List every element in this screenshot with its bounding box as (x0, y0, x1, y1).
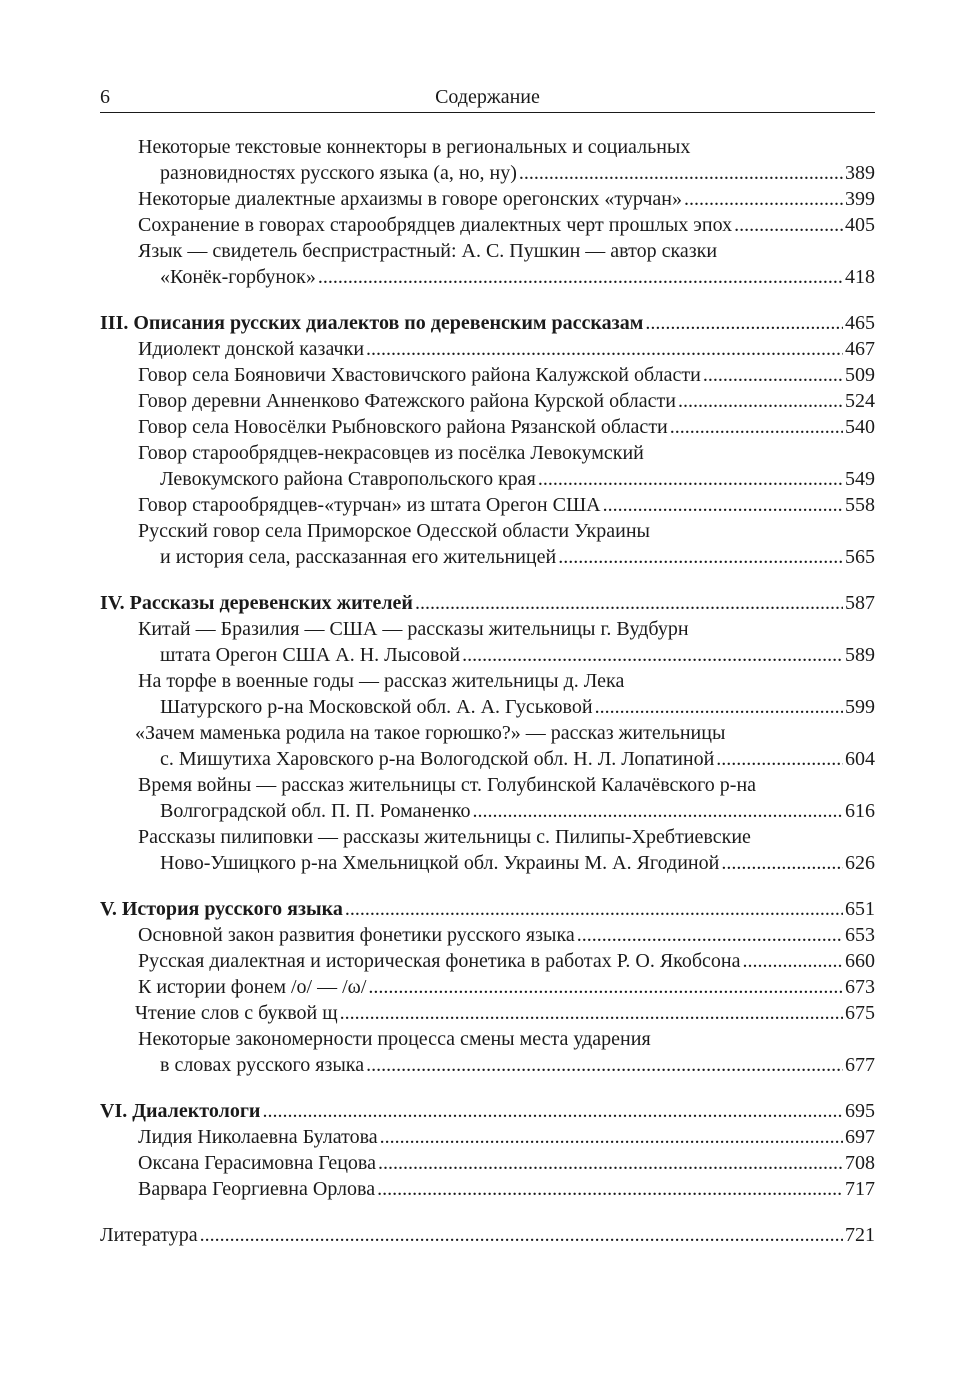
toc-section-heading[interactable] (100, 310, 875, 336)
toc-page-number: 675 (845, 1002, 875, 1024)
toc-section-heading[interactable] (100, 1098, 875, 1124)
toc-page-number: 389 (845, 162, 875, 184)
toc-page-number: 467 (845, 338, 875, 360)
toc-section-iv (100, 590, 875, 876)
dot-leader (415, 590, 843, 616)
section-title: IV. Рассказы деревенских жителей (100, 592, 413, 614)
toc-entry[interactable] (100, 1150, 875, 1176)
toc-entry-title: Говор старообрядцев-некрасовцев из посёлка Левокумский (138, 442, 644, 464)
dot-leader (318, 264, 843, 290)
toc-entry[interactable] (100, 642, 875, 668)
dot-leader (472, 798, 843, 824)
toc-entry-title: «Конёк-горбунок» (160, 266, 316, 288)
dot-leader (645, 310, 843, 336)
toc-literature (100, 1222, 875, 1248)
toc-entry-title: Лидия Николаевна Булатова (138, 1126, 378, 1148)
dot-leader (743, 948, 844, 974)
dot-leader (721, 850, 843, 876)
toc-entry[interactable] (100, 948, 875, 974)
dot-leader (262, 1098, 843, 1124)
toc-entry[interactable] (100, 1176, 875, 1202)
toc-section-v (100, 896, 875, 1078)
toc-entry[interactable] (100, 746, 875, 772)
toc-entry[interactable] (100, 492, 875, 518)
toc-page-number: 604 (845, 748, 875, 770)
toc-page-number: 589 (845, 644, 875, 666)
dot-leader (377, 1176, 843, 1202)
toc-page-number: 708 (845, 1152, 875, 1174)
toc-entry[interactable] (100, 414, 875, 440)
dot-leader (703, 362, 843, 388)
toc-entry-title: Время войны — рассказ жительницы ст. Голубинской Калачёвского р-на (138, 774, 757, 796)
toc-entry-title: Литература (100, 1224, 198, 1246)
toc-page-number: 565 (845, 546, 875, 568)
dot-leader (366, 1052, 843, 1078)
toc-entry[interactable] (100, 974, 875, 1000)
toc-page-number: 673 (845, 976, 875, 998)
toc-entry[interactable] (100, 466, 875, 492)
toc-entry-title: Левокумского района Ставропольского края (160, 468, 536, 490)
dot-leader (716, 746, 843, 772)
dot-leader (380, 1124, 843, 1150)
toc-entry[interactable] (100, 1124, 875, 1150)
dot-leader (340, 1000, 843, 1026)
toc-entry[interactable] (100, 850, 875, 876)
toc-section-continued (100, 134, 875, 290)
toc-entry-title: Язык — свидетель беспристрастный: А. С. Пушкин — автор сказки (138, 240, 718, 262)
toc-entry[interactable] (100, 772, 875, 798)
toc-page-number: 660 (845, 950, 875, 972)
toc-entry[interactable] (100, 212, 875, 238)
dot-leader (366, 336, 843, 362)
toc-page-number: 653 (845, 924, 875, 946)
section-title: III. Описания русских диалектов по деревенским рассказам (100, 312, 644, 334)
dot-leader (558, 544, 843, 570)
toc-entry[interactable] (100, 1222, 875, 1248)
toc-page-number: 695 (845, 1100, 875, 1122)
toc-entry-title: и история села, рассказанная его жительницей (160, 546, 557, 568)
toc-entry-title: разновидностях русского языка (а, но, ну) (160, 162, 517, 184)
toc-entry[interactable] (100, 1026, 875, 1052)
toc-entry[interactable] (100, 186, 875, 212)
toc-entry-title: Говор старообрядцев-«турчан» из штата Орегон США (138, 494, 601, 516)
toc-page-number: 599 (845, 696, 875, 718)
toc-entry[interactable] (100, 824, 875, 850)
toc-page-number: 405 (845, 214, 875, 236)
toc-entry-title: «Зачем маменька родила на такое горюшко?» — рассказ жительницы (135, 722, 726, 744)
toc-entry-title: Некоторые закономерности процесса смены места ударения (138, 1028, 651, 1050)
toc-page-number: 626 (845, 852, 875, 874)
toc-entry[interactable] (100, 362, 875, 388)
toc-entry[interactable] (100, 238, 875, 264)
toc-entry[interactable] (100, 544, 875, 570)
toc-entry-title: Чтение слов с буквой щ (135, 1002, 338, 1024)
dot-leader (678, 388, 843, 414)
toc-entry[interactable] (100, 336, 875, 362)
toc-entry-title: На торфе в военные годы — рассказ жительницы д. Лека (138, 670, 625, 692)
table-of-contents (100, 134, 875, 1268)
toc-page-number: 697 (845, 1126, 875, 1148)
toc-section-vi (100, 1098, 875, 1202)
toc-entry-title: Рассказы пилиповки — рассказы жительницы с. Пилипы-Хребтиевские (138, 826, 751, 848)
toc-page-number: 549 (845, 468, 875, 490)
toc-entry-title: с. Мишутиха Харовского р-на Вологодской обл. Н. Л. Лопатиной (160, 748, 715, 770)
toc-entry-title: Говор села Бояновичи Хвастовичского района Калужской области (138, 364, 701, 386)
toc-entry-title: Говор деревни Анненково Фатежского района Курской области (138, 390, 676, 412)
section-title: V. История русского языка (100, 898, 343, 920)
section-title: VI. Диалектологи (100, 1100, 261, 1122)
header-rule (100, 112, 875, 113)
toc-entry[interactable] (100, 264, 875, 290)
toc-entry[interactable] (100, 720, 875, 746)
toc-entry-title: в словах русского языка (160, 1054, 365, 1076)
dot-leader (368, 974, 843, 1000)
toc-entry-title: Оксана Герасимовна Гецова (138, 1152, 376, 1174)
toc-entry-title: Русская диалектная и историческая фонетика в работах Р. О. Якобсона (138, 950, 741, 972)
toc-entry[interactable] (100, 922, 875, 948)
toc-page-number: 509 (845, 364, 875, 386)
toc-entry[interactable] (100, 1052, 875, 1078)
dot-leader (595, 694, 843, 720)
toc-section-heading[interactable] (100, 590, 875, 616)
toc-page-number: 717 (845, 1178, 875, 1200)
toc-entry-title: Ново-Ушицкого р-на Хмельницкой обл. Украины М. А. Ягодиной (160, 852, 720, 874)
toc-entry-title: штата Орегон США А. Н. Лысовой (160, 644, 461, 666)
toc-entry-title: Шатурского р-на Московской обл. А. А. Гуськовой (160, 696, 593, 718)
toc-entry-title: Китай — Бразилия — США — рассказы жительницы г. Вудбурн (138, 618, 689, 640)
toc-entry-title: Сохранение в говорах старообрядцев диалектных черт прошлых эпох (138, 214, 733, 236)
dot-leader (378, 1150, 843, 1176)
toc-entry[interactable] (100, 1000, 875, 1026)
toc-page-number: 721 (845, 1224, 875, 1246)
dot-leader (670, 414, 843, 440)
dot-leader (684, 186, 843, 212)
toc-entry-title: Некоторые диалектные архаизмы в говоре орегонских «турчан» (138, 188, 682, 210)
toc-entry[interactable] (100, 134, 875, 160)
toc-page-number: 418 (845, 266, 875, 288)
toc-entry[interactable] (100, 440, 875, 466)
toc-entry-title: К истории фонем /о/ — /ω/ (138, 976, 367, 998)
toc-page-number: 587 (845, 592, 875, 614)
toc-entry[interactable] (100, 798, 875, 824)
toc-section-iii (100, 310, 875, 570)
running-title: Содержание (435, 86, 540, 108)
dot-leader (200, 1222, 843, 1248)
toc-entry[interactable] (100, 518, 875, 544)
toc-entry[interactable] (100, 616, 875, 642)
toc-page-number: 465 (845, 312, 875, 334)
toc-page-number: 399 (845, 188, 875, 210)
toc-page-number: 616 (845, 800, 875, 822)
toc-page-number: 524 (845, 390, 875, 412)
dot-leader (577, 922, 843, 948)
toc-entry[interactable] (100, 388, 875, 414)
dot-leader (462, 642, 843, 668)
toc-entry-title: Идиолект донской казачки (138, 338, 365, 360)
toc-page-number: 540 (845, 416, 875, 438)
page-number: 6 (100, 86, 110, 108)
dot-leader (734, 212, 843, 238)
toc-entry-title: Основной закон развития фонетики русского языка (138, 924, 575, 946)
toc-section-heading[interactable] (100, 896, 875, 922)
toc-entry-title: Волгоградской обл. П. П. Романенко (160, 800, 471, 822)
toc-entry[interactable] (100, 668, 875, 694)
toc-entry-title: Некоторые текстовые коннекторы в региональных и социальных (138, 136, 691, 158)
toc-entry[interactable] (100, 694, 875, 720)
toc-entry-title: Русский говор села Приморское Одесской области Украины (138, 520, 650, 542)
dot-leader (519, 160, 843, 186)
toc-entry-title: Говор села Новосёлки Рыбновского района Рязанской области (138, 416, 668, 438)
dot-leader (538, 466, 843, 492)
toc-page-number: 651 (845, 898, 875, 920)
running-header (100, 84, 875, 112)
toc-page-number: 677 (845, 1054, 875, 1076)
toc-page-number: 558 (845, 494, 875, 516)
toc-entry[interactable] (100, 160, 875, 186)
dot-leader (603, 492, 843, 518)
toc-entry-title: Варвара Георгиевна Орлова (138, 1178, 376, 1200)
dot-leader (345, 896, 843, 922)
